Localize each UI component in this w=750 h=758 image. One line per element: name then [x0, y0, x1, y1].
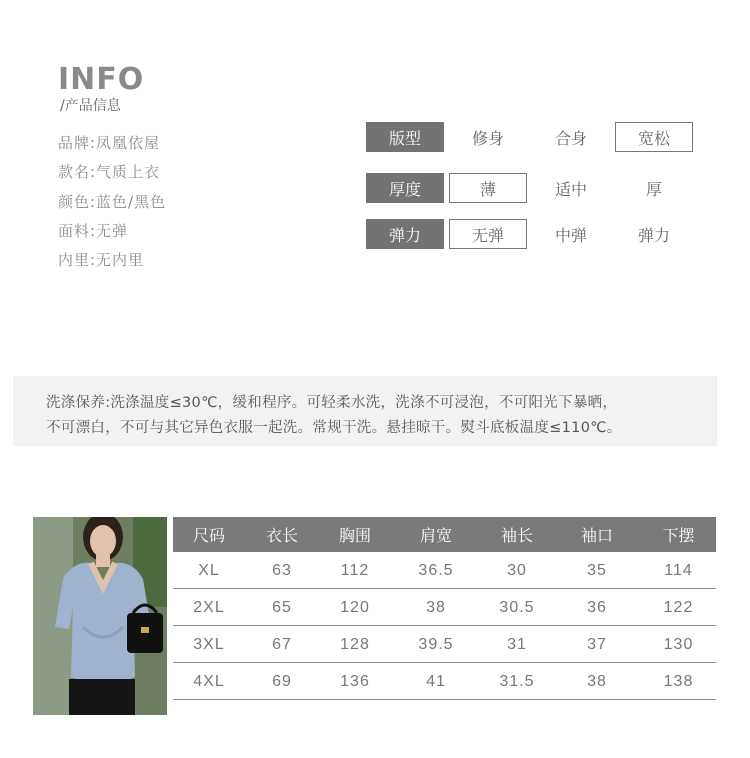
header-hem: 下摆 — [662, 526, 695, 545]
header-length: 衣长 — [265, 526, 298, 545]
table-row — [173, 664, 716, 700]
info-subtitle: /产品信息 — [60, 98, 121, 114]
attr-brand: 品牌:凤凰依屋 — [58, 134, 161, 152]
feature-option: 适中 — [554, 179, 587, 199]
cell: 31 — [507, 635, 527, 653]
cell: 128 — [340, 635, 370, 653]
header-size: 尺码 — [192, 526, 225, 545]
feature-option: 弹力 — [637, 225, 670, 245]
cell: 112 — [340, 561, 370, 579]
feature-option: 合身 — [554, 128, 587, 148]
model-illustration — [33, 517, 167, 715]
table-row — [173, 627, 716, 663]
cell: XL — [198, 561, 220, 579]
cell: 122 — [663, 598, 694, 616]
cell: 69 — [272, 672, 292, 690]
cell: 120 — [340, 598, 370, 616]
feature-option: 厚 — [645, 179, 662, 199]
cell: 36 — [587, 598, 607, 616]
feature-option: 修身 — [471, 128, 504, 148]
cell: 35 — [587, 561, 607, 579]
cell: 31.5 — [499, 672, 535, 690]
feature-option-selected: 无弹 — [449, 219, 527, 249]
cell: 39.5 — [418, 635, 454, 653]
size-table-header — [173, 517, 716, 552]
cell: 3XL — [193, 635, 225, 653]
feature-option: 中弹 — [554, 225, 587, 245]
header-cuff: 袖口 — [580, 526, 613, 545]
table-row — [173, 590, 716, 626]
cell: 65 — [272, 598, 292, 616]
cell: 30.5 — [499, 598, 535, 616]
feature-label: 厚度 — [366, 173, 444, 203]
cell: 38 — [426, 598, 446, 616]
cell: 67 — [272, 635, 292, 653]
table-row — [173, 553, 716, 589]
product-photo — [33, 517, 167, 715]
cell: 138 — [663, 672, 694, 690]
cell: 4XL — [193, 672, 225, 690]
cell: 38 — [587, 672, 607, 690]
attr-lining: 内里:无内里 — [58, 251, 145, 269]
feature-label: 版型 — [366, 122, 444, 152]
feature-option-selected: 薄 — [449, 173, 527, 203]
cell: 114 — [664, 561, 693, 579]
info-title: INFO — [58, 62, 145, 97]
cell: 2XL — [193, 598, 225, 616]
cell: 130 — [663, 635, 694, 653]
feature-option-selected: 宽松 — [615, 122, 693, 152]
cell: 41 — [426, 672, 446, 690]
size-table — [173, 517, 716, 700]
cell: 136 — [340, 672, 370, 690]
header-shoulder: 肩宽 — [419, 526, 452, 545]
attr-style-name: 款名:气质上衣 — [58, 163, 161, 181]
cell: 63 — [272, 561, 292, 579]
care-line-1: 洗涤保养:洗涤温度≤30℃，缓和程序。可轻柔水洗，洗涤不可浸泡，不可阳光下暴晒， — [46, 395, 618, 411]
cell: 36.5 — [418, 561, 454, 579]
feature-label: 弹力 — [366, 219, 444, 249]
header-bust: 胸围 — [338, 526, 371, 545]
attr-color: 颜色:蓝色/黑色 — [58, 193, 167, 211]
cell: 30 — [507, 561, 527, 579]
header-sleeve-length: 袖长 — [500, 526, 533, 545]
care-line-2: 不可漂白，不可与其它异色衣服一起洗。常规干洗。悬挂晾干。熨斗底板温度≤110℃。 — [46, 420, 622, 436]
attr-fabric: 面料:无弹 — [58, 222, 129, 240]
cell: 37 — [587, 635, 607, 653]
